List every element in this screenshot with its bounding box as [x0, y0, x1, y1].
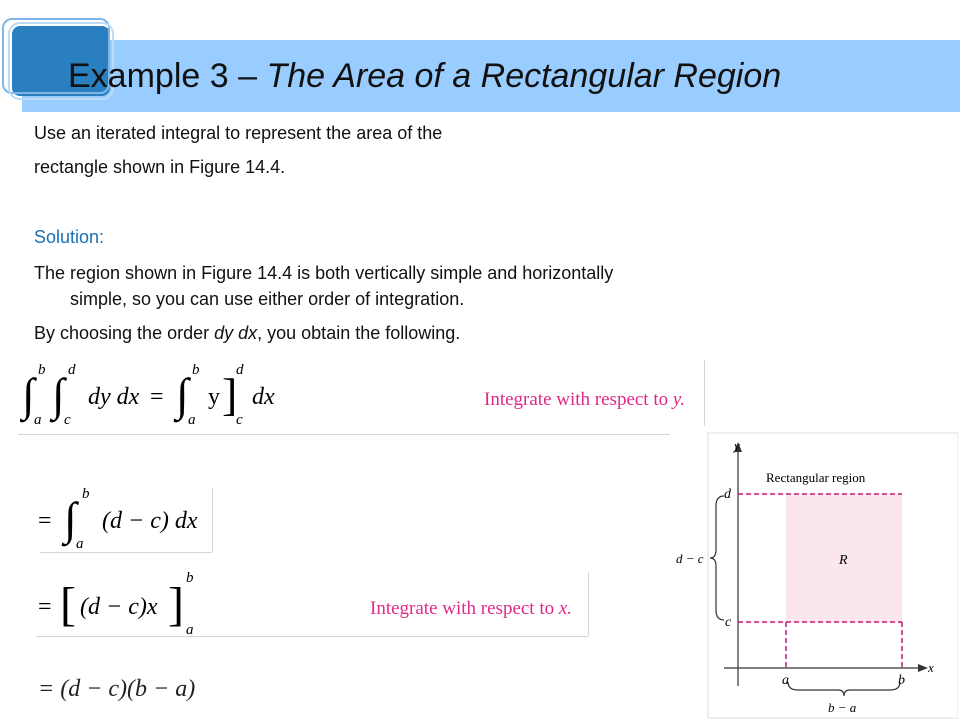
equation-line-1	[20, 358, 320, 434]
width-brace	[788, 682, 900, 696]
choose-order-line	[34, 322, 460, 344]
bracket-body: (d − c)x	[80, 594, 158, 620]
hint-integrate-x	[370, 598, 572, 620]
height-label: d − c	[676, 551, 704, 566]
equals-sign: =	[38, 508, 52, 534]
equation-line-3	[36, 566, 216, 638]
hint-x-var: x.	[558, 598, 573, 619]
width-label: b − a	[828, 700, 857, 715]
integrand: dy dx	[88, 384, 140, 410]
limit-a: a	[186, 622, 194, 638]
equation-divider	[704, 360, 705, 426]
tick-label-b: b	[898, 673, 905, 688]
integral-sign: ∫	[22, 369, 35, 420]
inner-result: y	[208, 384, 220, 410]
equation-divider	[18, 434, 670, 435]
region-line-1: The region shown in Figure 14.4 is both vertically simple and horizontally	[34, 263, 614, 283]
limit-c: c	[64, 412, 71, 428]
hint-y-text: Integrate with respect to	[484, 389, 673, 410]
integral-sign: ∫	[176, 369, 189, 420]
integral-sign: ∫	[52, 369, 65, 420]
equation-line-2	[36, 482, 212, 554]
x-axis-arrow	[918, 664, 928, 672]
right-bracket: ]	[168, 578, 184, 631]
equation-divider	[588, 572, 589, 636]
tick-label-a: a	[782, 673, 789, 688]
limit-b: b	[186, 570, 194, 586]
x-axis-label: x	[928, 660, 934, 675]
limit-a: a	[34, 412, 42, 428]
equals-sign: =	[150, 384, 164, 410]
hint-y-var: y.	[672, 389, 686, 410]
tick-label-c: c	[725, 615, 732, 630]
choose-order: dy dx	[214, 323, 258, 343]
integrand: (d − c) dx	[102, 508, 198, 534]
y-axis-label: y	[734, 438, 740, 453]
equals-sign: =	[38, 594, 52, 620]
title-prefix: Example 3 –	[68, 57, 267, 95]
rectangular-region-figure	[668, 430, 958, 720]
choose-before: By choosing the order	[34, 323, 215, 343]
limit-b: b	[38, 362, 46, 378]
limit-d: d	[68, 362, 76, 378]
left-bracket: [	[60, 578, 76, 631]
hint-x-text: Integrate with respect to	[370, 598, 559, 619]
evaluation-bracket: ]	[222, 369, 238, 420]
slide-title	[68, 56, 781, 96]
choose-after: , you obtain the following.	[257, 323, 461, 343]
intro-line-1: Use an iterated integral to represent the area of the	[34, 123, 443, 143]
limit-b: b	[192, 362, 200, 378]
tick-label-d: d	[724, 487, 731, 502]
region-line-2: simple, so you can use either order of integration.	[70, 289, 465, 309]
hint-integrate-y	[484, 389, 685, 411]
limit-d: d	[236, 362, 244, 378]
limit-a: a	[188, 412, 196, 428]
intro-line-2: rectangle shown in Figure 14.4.	[34, 157, 286, 177]
equation-divider	[212, 488, 213, 552]
height-brace	[710, 496, 724, 620]
title-italic: The Area of a Rectangular Region	[266, 57, 782, 95]
region-caption: Rectangular region	[766, 470, 866, 485]
solution-label: Solution:	[34, 227, 105, 247]
region-label: R	[839, 553, 848, 568]
limit-a: a	[76, 536, 84, 552]
limit-c: c	[236, 412, 243, 428]
integral-sign: ∫	[64, 493, 77, 544]
outer-differential: dx	[252, 384, 275, 410]
limit-b: b	[82, 486, 90, 502]
equation-line-4: = (d − c)(b − a)	[38, 676, 196, 702]
